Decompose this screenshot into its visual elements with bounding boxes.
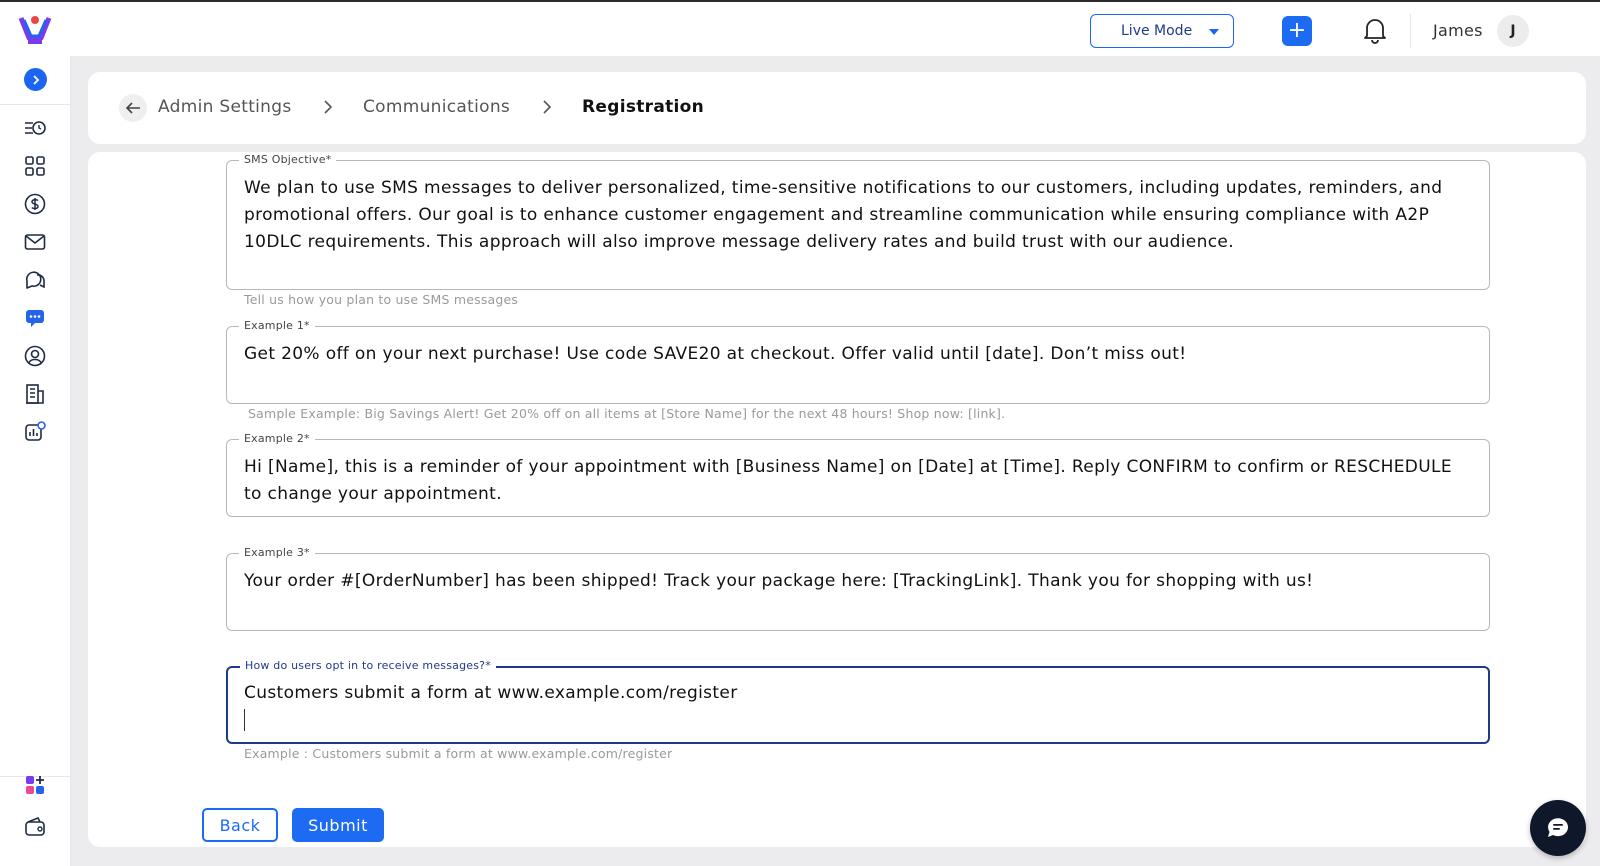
- example-3-field[interactable]: [226, 546, 1490, 631]
- field-value: [244, 680, 1471, 734]
- breadcrumb-registration: Registration: [582, 97, 705, 117]
- example-1-field[interactable]: [226, 319, 1490, 404]
- caret-down-icon: [1209, 29, 1219, 35]
- breadcrumb-communications[interactable]: Communications: [363, 97, 511, 117]
- divider: [0, 104, 71, 105]
- list-clock-icon[interactable]: [23, 116, 47, 140]
- field-value: Your order #[OrderNumber] has been shipped! Track your package here: [TrackingLink]. Thank you for shopping with us!: [244, 571, 1314, 591]
- top-bar: [0, 0, 1600, 56]
- mail-icon[interactable]: [23, 230, 47, 254]
- text-cursor: [244, 709, 245, 731]
- field-label: Example 2*: [239, 432, 315, 445]
- back-button[interactable]: Back: [202, 808, 278, 842]
- breadcrumb: [88, 72, 1586, 144]
- chevron-right-icon: [540, 99, 554, 115]
- user-circle-icon[interactable]: [23, 344, 47, 368]
- helper-text: Tell us how you plan to use SMS messages: [244, 292, 519, 307]
- chevron-right-icon: [321, 99, 335, 115]
- field-value: We plan to use SMS messages to deliver personalized, time-sensitive notifications to our customers, including updates, reminders, and promotional offers. Our goal is to enhance customer engagement and streamline communication while ensuring compliance with A2P 10DLC requirements. This approach will also improve message delivery rates and build trust with our audience.: [244, 178, 1449, 252]
- breadcrumb-admin-settings[interactable]: Admin Settings: [158, 97, 292, 117]
- arrow-left-icon: [125, 101, 141, 115]
- field-label: SMS Objective*: [239, 153, 336, 166]
- settings-chart-icon[interactable]: [23, 420, 47, 444]
- wallet-icon[interactable]: [23, 815, 47, 839]
- avatar[interactable]: J: [1497, 15, 1529, 47]
- expand-sidebar-button[interactable]: [24, 68, 47, 91]
- divider: [1410, 14, 1411, 48]
- add-button[interactable]: [1282, 16, 1312, 46]
- dollar-icon[interactable]: [23, 192, 47, 216]
- field-label: Example 3*: [239, 546, 315, 559]
- apps-add-icon[interactable]: [23, 773, 47, 797]
- field-value: Hi [Name], this is a reminder of your appointment with [Business Name] on [Date] at [Time]. Reply CONFIRM to confirm or RESCHEDULE to change your appointment.: [244, 457, 1458, 504]
- chat-button[interactable]: [1530, 800, 1586, 856]
- back-arrow-button[interactable]: [119, 94, 147, 122]
- field-label: Example 1*: [239, 319, 315, 332]
- grid-icon[interactable]: [23, 154, 47, 178]
- opt-in-field[interactable]: [226, 659, 1490, 744]
- mode-select[interactable]: [1090, 14, 1234, 48]
- field-value-text: Customers submit a form at www.example.com/register: [244, 683, 738, 703]
- sms-objective-field[interactable]: [226, 153, 1490, 290]
- chevron-right-icon: [31, 75, 41, 85]
- field-label: How do users opt in to receive messages?*: [240, 659, 496, 672]
- user-name[interactable]: James: [1433, 21, 1483, 40]
- mode-select-value: Live Mode: [1121, 23, 1193, 39]
- sidebar: [0, 56, 71, 866]
- field-value: Get 20% off on your next purchase! Use code SAVE20 at checkout. Offer valid until [date]. Don’t miss out!: [244, 344, 1187, 364]
- registration-form: [88, 152, 1586, 847]
- message-icon[interactable]: [23, 306, 47, 330]
- plus-icon: +: [1287, 18, 1307, 43]
- helper-text: Sample Example: Big Savings Alert! Get 20% off on all items at [Store Name] for the next 48 hours! Shop now: [link].: [248, 406, 1006, 421]
- bell-icon[interactable]: [1362, 16, 1388, 44]
- example-2-field[interactable]: [226, 432, 1490, 517]
- chat-icon: [1545, 816, 1571, 840]
- app-logo-icon[interactable]: [17, 12, 53, 48]
- submit-button[interactable]: Submit: [292, 808, 384, 842]
- chat-bubbles-icon[interactable]: [23, 268, 47, 292]
- building-icon[interactable]: [23, 382, 47, 406]
- helper-text: Example : Customers submit a form at www.example.com/register: [244, 746, 673, 761]
